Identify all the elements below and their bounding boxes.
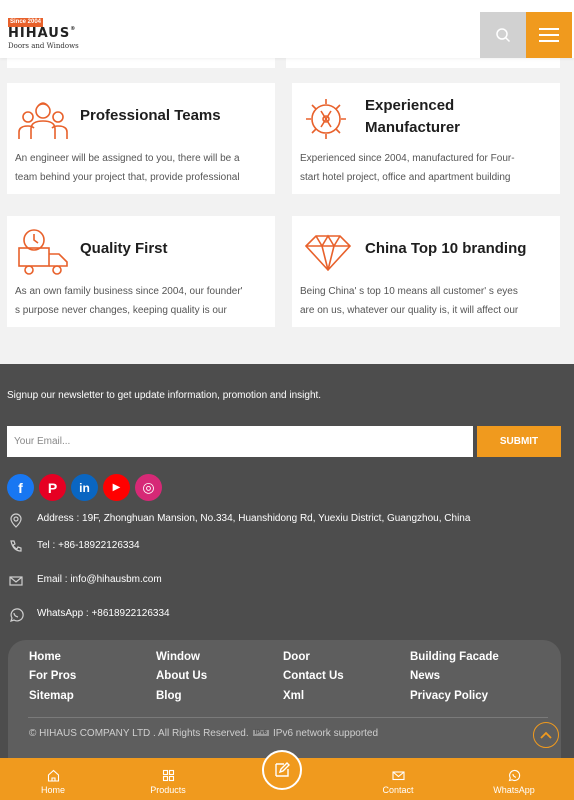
logo[interactable] [8,18,88,54]
feature-card-quality-first[interactable] [7,216,275,327]
footer-link-blog[interactable]: Blog [156,690,182,702]
feature-card-experienced-manufacturer[interactable] [292,83,560,194]
contact-tel[interactable]: Tel : +86-18922126334 [8,537,568,557]
chevron-up-icon [540,731,552,739]
edit-note-icon [273,761,291,779]
card-title: Experienced Manufacturer [365,97,461,136]
footer-link-home[interactable]: Home [29,651,61,663]
diamond-icon [302,228,354,276]
grid-icon [162,769,175,782]
menu-button[interactable] [526,12,572,58]
card-description: Being China' s top 10 means all customer' s eyes are on us, whatever our quality is, it will affect our [300,286,519,316]
bottom-nav-contact[interactable]: Contact [358,758,438,800]
pinterest-icon[interactable]: P [39,474,66,501]
email-input[interactable] [7,426,473,457]
card-title: China Top 10 branding [365,240,527,257]
location-pin-icon [8,512,24,528]
footer-link-sitemap[interactable]: Sitemap [29,690,74,702]
contact-whatsapp[interactable]: WhatsApp : +8618922126334 [8,605,568,625]
facebook-icon[interactable]: f [7,474,34,501]
hamburger-menu-icon [539,27,559,43]
site-header [0,0,574,58]
site-footer [0,364,574,800]
footer-links-panel [8,640,561,768]
bottom-nav-whatsapp[interactable]: WhatsApp [474,758,554,800]
newsletter-text: Signup our newsletter to get update information, promotion and insight. [7,390,322,401]
phone-icon [8,539,24,555]
footer-link-for-pros[interactable]: For Pros [29,670,77,682]
instagram-icon[interactable]: ◎ [135,474,162,501]
card-title: Professional Teams [80,107,221,124]
contact-email[interactable]: Email : info@hihausbm.com [8,571,568,591]
delivery-truck-icon [17,228,69,276]
linkedin-icon[interactable]: in [71,474,98,501]
bottom-nav-inquiry-button[interactable] [262,750,302,790]
feature-card-professional-teams[interactable] [7,83,275,194]
search-button[interactable] [480,12,526,58]
footer-link-about-us[interactable]: About Us [156,670,208,682]
youtube-icon[interactable]: ▶ [103,474,130,501]
footer-link-window[interactable]: Window [156,651,200,663]
gear-tools-icon [302,95,354,143]
card-description: An engineer will be assigned to you, there will be a team behind your project that, provide professional [15,153,240,183]
footer-divider [28,717,548,718]
feature-card-china-top-10[interactable] [292,216,560,327]
bottom-nav-products[interactable]: Products [128,758,208,800]
footer-link-xml[interactable]: Xml [283,690,305,702]
whatsapp-icon [508,769,521,782]
card-title: Quality First [80,240,168,257]
search-icon [495,27,511,43]
mail-icon [8,573,24,589]
home-icon [47,769,60,782]
copyright: © HIHAUS COMPANY LTD . All Rights Reserved. IPv6 IPv6 network supported [29,728,379,739]
footer-link-privacy-policy[interactable]: Privacy Policy [410,690,488,702]
submit-button[interactable]: SUBMIT [477,426,561,457]
card-description: As an own family business since 2004, our founder' s purpose never changes, keeping quality is our [15,286,243,316]
ipv6-badge: IPv6 [254,730,267,737]
logo-since-badge: Since 2004 [10,19,42,25]
footer-link-building-facade[interactable]: Building Facade [410,651,499,663]
footer-link-contact-us[interactable]: Contact Us [283,670,344,682]
footer-link-door[interactable]: Door [283,651,310,663]
back-to-top-button[interactable] [533,722,559,748]
bottom-nav-home[interactable]: Home [13,758,93,800]
card-description: Experienced since 2004, manufactured for Four- start hotel project, office and apartment building [300,153,515,183]
mail-icon [392,769,405,782]
whatsapp-icon [8,607,24,623]
logo-subtitle: Doors and Windows [8,42,79,50]
logo-brand: HIHAUS® [8,26,77,41]
footer-link-news[interactable]: News [410,670,441,682]
contact-address: Address : 19F, Zhonghuan Mansion, No.334, Huanshidong Rd, Yuexiu District, Guangzhou, China [8,510,568,530]
team-icon [17,95,69,143]
